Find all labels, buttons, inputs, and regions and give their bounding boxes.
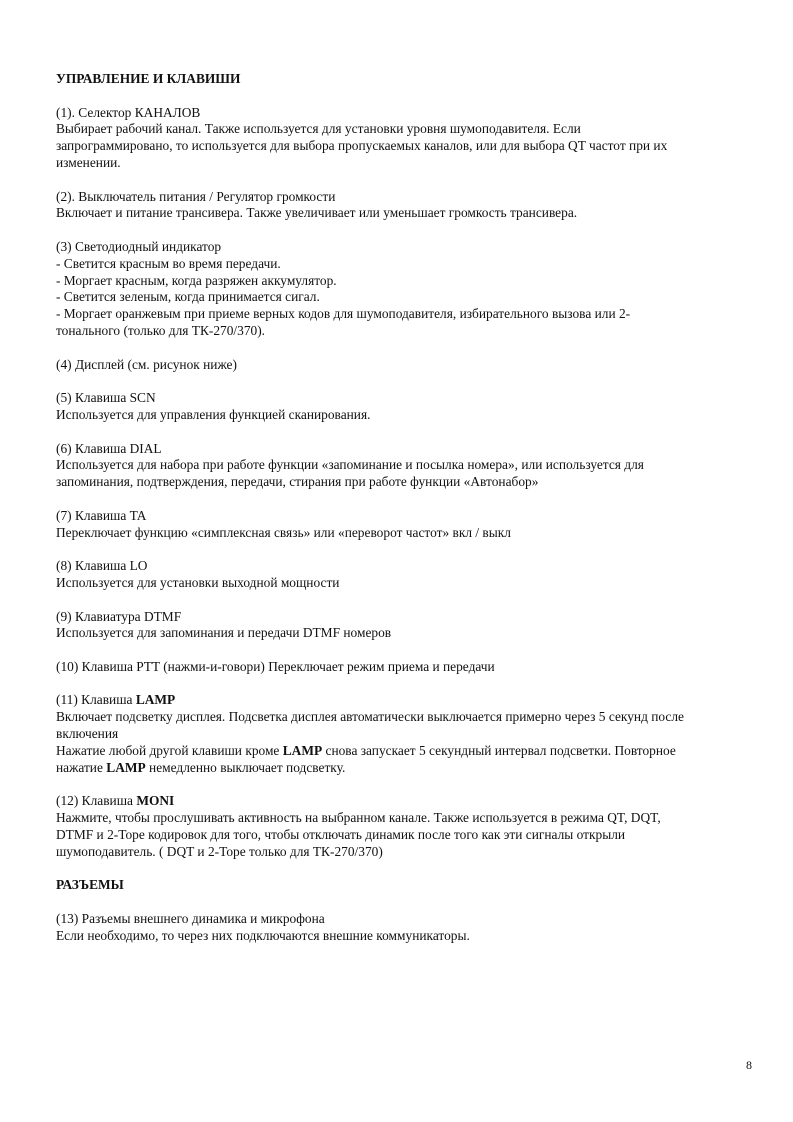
item-11-text-line bbox=[56, 743, 756, 760]
page-number: 8 bbox=[746, 1058, 752, 1072]
section-heading-controls: УПРАВЛЕНИЕ И КЛАВИШИ bbox=[56, 71, 241, 86]
item-8-text-line: Используется для установки выходной мощности bbox=[56, 574, 340, 590]
item-11-title-key: LAMP bbox=[135, 692, 176, 708]
item-11-text-line bbox=[56, 760, 756, 777]
item-8-title: (8) Клавиша LO bbox=[56, 558, 148, 574]
item-1-text-line: запрограммировано, то используется для выбора пропускаемых каналов, или для выбора QT частот при их bbox=[56, 138, 668, 154]
item-9-title: (9) Клавиатура DTMF bbox=[56, 608, 182, 624]
item-7 bbox=[56, 508, 756, 542]
item-5-title: (5) Клавиша SCN bbox=[56, 390, 156, 406]
item-10 bbox=[56, 659, 756, 676]
item-2 bbox=[56, 189, 756, 223]
item-11-key-name: LAMP bbox=[106, 759, 146, 775]
item-11-text-line: включения bbox=[56, 726, 119, 742]
item-6-text-line: запоминания, подтверждения, передачи, стирания при работе функции «Автонабор» bbox=[56, 474, 539, 490]
item-10-title: (10) Клавиша PTT (нажми-и-говори) Переключает режим приема и передачи bbox=[56, 658, 495, 674]
item-12 bbox=[56, 793, 756, 860]
item-3-text-line: - Моргает оранжевым при приеме верных кодов для шумоподавителя, избирательного вызова или 2- bbox=[56, 306, 631, 322]
item-7-title: (7) Клавиша TA bbox=[56, 507, 147, 523]
item-12-title-key: MONI bbox=[136, 793, 175, 809]
item-11 bbox=[56, 692, 756, 776]
item-5-text-line: Используется для управления функцией сканирования. bbox=[56, 406, 371, 422]
item-3-text-line: - Моргает красным, когда разряжен аккумулятор. bbox=[56, 272, 337, 288]
item-11-text-part: снова запускает 5 секундный интервал подсветки. Повторное bbox=[322, 742, 676, 758]
item-13-text-line: Если необходимо, то через них подключаются внешние коммуникаторы. bbox=[56, 927, 470, 943]
item-9-text-line: Используется для запоминания и передачи DTMF номеров bbox=[56, 625, 392, 641]
item-3-text-line: - Светится зеленым, когда принимается сигал. bbox=[56, 289, 320, 305]
item-8 bbox=[56, 558, 756, 592]
item-1-text-line: изменении. bbox=[56, 154, 121, 170]
item-3-text-line: тонального (только для ТК-270/370). bbox=[56, 322, 266, 338]
item-2-text-line: Включает и питание трансивера. Также увеличивает или уменьшает громкость трансивера. bbox=[56, 205, 578, 221]
item-12-text-line: шумоподавитель. ( DQT и 2-Tope только для ТК-270/370) bbox=[56, 843, 383, 859]
item-5 bbox=[56, 390, 756, 424]
item-3-text-line: - Светится красным во время передачи. bbox=[56, 255, 281, 271]
item-3 bbox=[56, 239, 756, 340]
item-11-text-line: Включает подсветку дисплея. Подсветка дисплея автоматически выключается примерно через 5 секунд после bbox=[56, 709, 684, 725]
item-12-title bbox=[56, 793, 756, 810]
document-page bbox=[56, 71, 756, 944]
section-heading-connectors: РАЗЪЕМЫ bbox=[56, 877, 124, 893]
item-11-text-part: нажатие bbox=[56, 759, 107, 775]
item-4 bbox=[56, 357, 756, 374]
item-3-title: (3) Светодиодный индикатор bbox=[56, 238, 222, 254]
item-11-text-part: Нажатие любой другой клавиши кроме bbox=[56, 742, 283, 758]
item-6-title: (6) Клавиша DIAL bbox=[56, 440, 162, 456]
item-13 bbox=[56, 911, 756, 945]
item-1-text-line: Выбирает рабочий канал. Также используется для установки уровня шумоподавителя. Если bbox=[56, 121, 581, 137]
item-11-title-prefix: (11) Клавиша bbox=[56, 692, 136, 708]
item-6-text-line: Используется для набора при работе функции «запоминание и посылка номера», или используется для bbox=[56, 457, 644, 473]
item-7-text-line: Переключает функцию «симплексная связь» или «переворот частот» вкл / выкл bbox=[56, 524, 511, 540]
item-12-title-prefix: (12) Клавиша bbox=[56, 793, 137, 809]
item-1 bbox=[56, 105, 756, 172]
item-12-text-line: Нажмите, чтобы прослушивать активность на выбранном канале. Также используется в режима QT, DQT, bbox=[56, 810, 661, 826]
item-11-title bbox=[56, 692, 756, 709]
item-12-text-line: DTMF и 2-Tope кодировок для того, чтобы отключать динамик после того как эти сигналы открыли bbox=[56, 826, 626, 842]
item-2-title: (2). Выключатель питания / Регулятор громкости bbox=[56, 188, 336, 204]
item-11-text-part: немедленно выключает подсветку. bbox=[145, 759, 346, 775]
item-4-title: (4) Дисплей (см. рисунок ниже) bbox=[56, 356, 237, 372]
item-13-title: (13) Разъемы внешнего динамика и микрофона bbox=[56, 910, 325, 926]
item-6 bbox=[56, 441, 756, 491]
item-1-title: (1). Селектор КАНАЛОВ bbox=[56, 104, 201, 120]
item-11-key-name: LAMP bbox=[282, 742, 323, 758]
item-9 bbox=[56, 609, 756, 643]
